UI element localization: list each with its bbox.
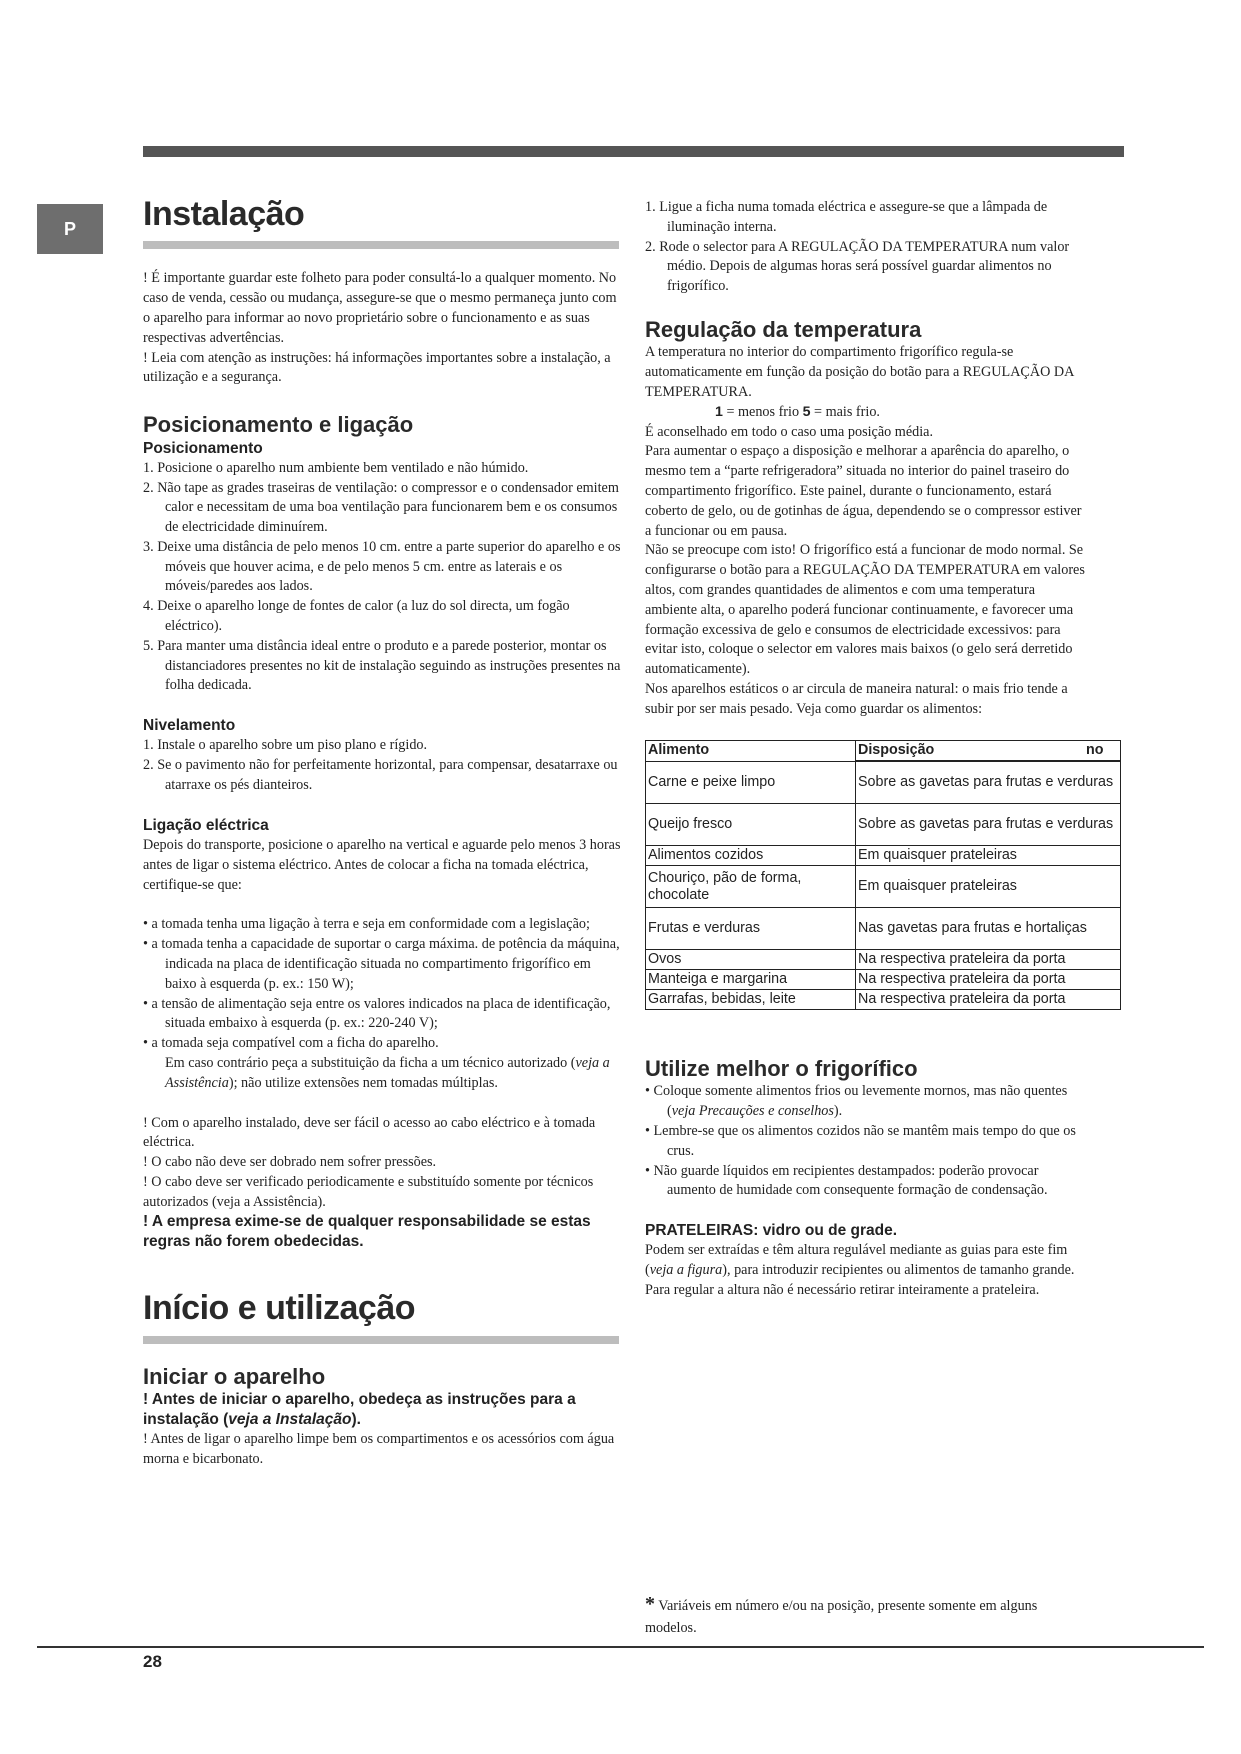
list-item: 4. Deixe o aparelho longe de fontes de calor (a luz do sol directa, um fogão eléctrico).	[143, 598, 570, 635]
text-run: ).	[351, 1411, 361, 1429]
footnote-text: Variáveis em número e/ou na posição, presente somente em alguns modelos.	[645, 1598, 1038, 1636]
cross-reference: veja a Assistência	[165, 1054, 610, 1091]
warning-bold: ! A empresa exime-se de qualquer responsabilidade se estas regras não forem obedecidas.	[143, 1213, 591, 1251]
temperature-paragraph: Para aumentar o espaço a disposição e melhorar a aparência do aparelho, o mesmo tem a “parte refrigeradora” situada no interior do painel traseiro do compartimento frigorífico. Este painel, durante o funcionamento, estará coberto de gelo, ou de gotinhas de água, dependendo se o compressor estiver a funcionar ou em pausa.	[645, 443, 1082, 539]
table-cell: Ovos	[646, 950, 856, 970]
language-tab: P	[37, 204, 103, 254]
table-row	[646, 970, 1121, 990]
table-row	[646, 804, 1121, 846]
title-rule	[143, 241, 619, 249]
temperature-paragraph: A temperatura no interior do compartimento frigorífico regula-se automaticamente em função da posição do botão para a REGULAÇÃO DA TEMPERATURA.	[645, 344, 1074, 400]
table-cell: Na respectiva prateleira da porta	[856, 950, 1121, 970]
warning-paragraph: ! Com o aparelho instalado, deve ser fácil o acesso ao cabo eléctrico e à tomada eléctrica.	[143, 1114, 596, 1151]
section-title-installation: Instalação	[143, 195, 305, 233]
table-cell: Manteiga e margarina	[646, 970, 856, 990]
intro-paragraph: ! É importante guardar este folheto para poder consultá-lo a qualquer momento. No caso de venda, cessão ou mudança, assegure-se que o mesmo permaneça junto com o aparelho para informar ao novo proprietário sobre o funcionamento e as suas respectivas advertências.	[143, 270, 617, 346]
table-cell: Sobre as gavetas para frutas e verduras	[856, 804, 1121, 846]
positioning-subtitle: Posicionamento	[143, 439, 263, 457]
footnote-star: *	[645, 1593, 655, 1615]
table-row	[646, 908, 1121, 950]
shelves-paragraph	[645, 1241, 1085, 1300]
table-cell: Em quaisquer prateleiras	[856, 866, 1121, 908]
list-item: 2. Rode o selector para A REGULAÇÃO DA TEMPERATURA num valor médio. Depois de algumas horas será possível guardar alimentos no frigorífico.	[645, 238, 1070, 295]
bullet-item: • Não guarde líquidos em recipientes destampados: poderão provocar aumento de humidade com consequente formação de condensação.	[645, 1162, 1048, 1199]
table-cell: Carne e peixe limpo	[646, 762, 856, 804]
start-paragraph: ! Antes de ligar o aparelho limpe bem os compartimentos e os acessórios com água morna e bicarbonato.	[143, 1431, 615, 1468]
list-item: 1. Ligue a ficha numa tomada eléctrica e assegure-se que a lâmpada de iluminação interna.	[645, 199, 1048, 235]
electrical-paragraph: Depois do transporte, posicione o aparelho na vertical e aguarde pelo menos 3 horas antes de ligar o sistema eléctrico. Antes de colocar a ficha na tomada eléctrica, certifique-se que:	[143, 836, 621, 893]
table-cell: Nas gavetas para frutas e hortaliças	[856, 908, 1121, 950]
leveling-subtitle: Nivelamento	[143, 717, 236, 735]
text-run: Podem ser extraídas e têm altura regulável mediante as guias para este fim (	[645, 1242, 1068, 1279]
table-row	[646, 950, 1121, 970]
table-cell: Alimentos cozidos	[646, 846, 856, 866]
shelves-title: PRATELEIRAS: vidro ou de grade.	[645, 1222, 898, 1240]
table-cell: Na respectiva prateleira da porta	[856, 970, 1121, 990]
electrical-extra	[143, 1054, 621, 1094]
table-row	[646, 762, 1121, 804]
cross-reference: veja a Instalação	[228, 1411, 352, 1429]
bullet-item: • a tomada seja compatível com a ficha do aparelho.	[143, 1035, 439, 1052]
cross-reference: veja Precauções e conselhos	[671, 1103, 834, 1120]
list-item: 1. Instale o aparelho sobre um piso plano e rígido.	[143, 737, 428, 754]
temperature-paragraph: Não se preocupe com isto! O frigorífico está a funcionar de modo normal. Se configurarse o botão para a REGULAÇÃO DA TEMPERATURA em valores altos, com grandes quantidades de alimentos e com uma temperatura ambiente alta, o aparelho poderá funcionar continuamente, e favorecer uma formação excessiva de gelo e consumos de electricidade excessivos: para evitar isto, coloque o selector em valores mais baixos (o gelo será derretido automaticamente).	[645, 542, 1085, 678]
table-header-cell	[856, 740, 1121, 761]
text-run: = mais frio.	[810, 403, 880, 420]
right-column	[645, 198, 1114, 1301]
bullet-item: • a tomada tenha uma ligação à terra e seja em conformidade com a legislação;	[143, 916, 590, 933]
text-run: Em caso contrário peça a substituição da ficha a um técnico autorizado (	[165, 1054, 576, 1071]
table-cell: Queijo fresco	[646, 804, 856, 846]
list-item: 2. Não tape as grades traseiras de ventilação: o compressor e o condensador emitem calor e necessitam de uma boa ventilação para funcionarem bem e os consumos de electricidade diminuírem.	[143, 479, 619, 536]
bullet-item: • Lembre-se que os alimentos cozidos não se mantêm mais tempo do que os crus.	[645, 1123, 1076, 1159]
table-row	[646, 990, 1121, 1010]
table-cell: Sobre as gavetas para frutas e verduras	[856, 762, 1121, 804]
left-column	[143, 196, 621, 1470]
bottom-rule	[37, 1646, 1204, 1648]
table-cell: Chouriço, pão de forma, chocolate	[646, 866, 856, 908]
text-run: ), para introduzir recipientes ou alimentos de tamanho grande. Para regular a altura não é necessário retirar inteiramente a prateleira.	[645, 1262, 1075, 1298]
list-item: 1. Posicione o aparelho num ambiente bem ventilado e não húmido.	[143, 459, 529, 476]
scale-min: 1	[715, 403, 723, 420]
list-item: 3. Deixe uma distância de pelo menos 10 cm. entre a parte superior do aparelho e os móveis que houver acima, e de pelo menos 5 cm. entre as laterais e os móveis/paredes aos lados.	[143, 538, 621, 595]
table-cell: Frutas e verduras	[646, 908, 856, 950]
intro-paragraph: ! Leia com atenção as instruções: há informações importantes sobre a instalação, a utilização e a segurança.	[143, 349, 611, 386]
table-row	[646, 846, 1121, 866]
top-bar	[143, 146, 1124, 157]
list-item: 2. Se o pavimento não for perfeitamente horizontal, para compensar, desatarraxe ou atarraxe os pés dianteiros.	[143, 757, 618, 793]
temperature-scale	[645, 403, 1085, 423]
text-run: Disposição	[858, 742, 935, 759]
temperature-paragraph: Nos aparelhos estáticos o ar circula de maneira natural: o mais frio tende a subir por ser mais pesado. Veja como guardar os alimentos:	[645, 680, 1068, 717]
cross-reference: veja a figura	[649, 1262, 723, 1279]
page-number: 28	[143, 1652, 162, 1671]
text-run: ); não utilize extensões nem tomadas múltiplas.	[228, 1074, 498, 1091]
table-header-row	[646, 740, 1121, 762]
text-run: = menos frio	[722, 403, 803, 420]
text-run: • Coloque somente alimentos frios ou levemente mornos, mas não quentes (	[645, 1083, 1068, 1120]
scale-max: 5	[802, 403, 811, 420]
table-cell: Garrafas, bebidas, leite	[646, 990, 856, 1010]
bullet-item: • a tomada tenha a capacidade de suportar o carga máxima. de potência da máquina, indicada na placa de identificação situada no compartimento frigorífico em baixo à esquerda (p. ex.: 150 W);	[143, 936, 620, 992]
text-run: no	[1086, 742, 1104, 759]
warning-paragraph: ! O cabo deve ser verificado periodicamente e substituído somente por técnicos autorizados (veja a Assistência).	[143, 1173, 594, 1210]
section-title-start-use: Início e utilização	[143, 1289, 416, 1328]
table-header-cell: Alimento	[646, 740, 856, 762]
temperature-title: Regulação da temperatura	[645, 316, 922, 342]
food-storage-table	[645, 740, 1121, 1011]
best-use-title: Utilize melhor o frigorífico	[645, 1056, 918, 1082]
start-bold	[143, 1390, 621, 1430]
positioning-title: Posicionamento e ligação	[143, 412, 414, 438]
start-title: Iniciar o aparelho	[143, 1363, 326, 1389]
temperature-paragraph: É aconselhado em todo o caso uma posição média.	[645, 423, 933, 440]
table-row	[646, 866, 1121, 908]
text-run: ! Antes de iniciar o aparelho, obedeça as instruções para a instalação (	[143, 1391, 576, 1429]
electrical-subtitle: Ligação eléctrica	[143, 816, 269, 834]
bullet-item: • a tensão de alimentação seja entre os valores indicados na placa de identificação, situada embaixo à esquerda (p. ex.: 220-240 V);	[143, 995, 611, 1032]
title-rule	[143, 1336, 619, 1344]
table-cell: Na respectiva prateleira da porta	[856, 990, 1121, 1010]
table-cell: Em quaisquer prateleiras	[856, 846, 1121, 866]
footnote	[645, 1593, 1085, 1639]
warning-paragraph: ! O cabo não deve ser dobrado nem sofrer pressões.	[143, 1154, 437, 1171]
bullet-item	[645, 1082, 1085, 1122]
list-item: 5. Para manter uma distância ideal entre o produto e a parede posterior, montar os distanciadores presentes no kit de instalação seguindo as instruções presentes na folha dedicada.	[143, 637, 621, 694]
text-run: ).	[833, 1103, 843, 1120]
